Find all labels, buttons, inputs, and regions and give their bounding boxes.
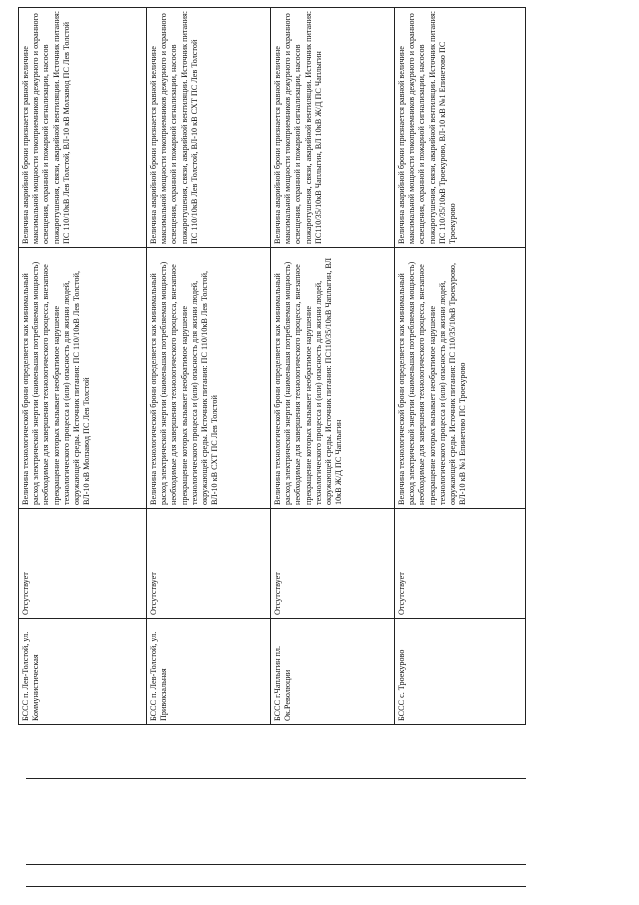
table-row	[271, 8, 395, 725]
emergency-reserve-cell: Величина аварийной брони признается равной величине максимальной мощности токоприемников дежурного и охранного освещения, охранной и пожарной сигнализации, насосов пожаротушения, связи, аварийной вентиляции. Источник питания: ПС 110/10кВ Лев Толстой, ВЛ-10 кВ СХТ ПС Лев Толстой	[147, 8, 271, 248]
tech-reserve-cell: Величина технологической брони определяется как минимальный расход электрической энергии (наименьшая потребляемая мощность) необходимые для завершения технологического процесса, внезапное прекращение которых вызывает необратимое нарушение технологического процесса и (или) опасность для жизни людей, окружающей среды. Источник питания: ПС 110/10кВ Лев Толстой, ВЛ-10 кВ Молзавод ПС Лев Толстой	[19, 248, 147, 509]
status-cell: Отсутствует	[19, 509, 147, 619]
object-name-cell: БССС п. Лев-Толстой, ул. Привокзальная	[147, 619, 271, 725]
object-name-cell: БССС п. Лев-Толстой, ул. Коммунистическая	[19, 619, 147, 725]
emergency-reserve-cell: Величина аварийной брони признается равной величине максимальной мощности токоприемников дежурного и охранного освещения, охранной и пожарной сигнализации, насосов пожаротушения, связи, аварийной вентиляции. Источник питания: ПС 110/10кВ Лев Толстой, ВЛ-10 кВ Молзавод ПС Лев Толстой	[19, 8, 147, 248]
object-name-cell: БССС с. Троекурово	[395, 619, 526, 725]
table-row	[19, 8, 147, 725]
emergency-reserve-cell: Величина аварийной брони признается равной величине максимальной мощности токоприемников дежурного и охранного освещения, охранной и пожарной сигнализации, насосов пожаротушения, связи, аварийной вентиляции. Источник питания: ПС 110/35/10кВ Троекурово, ВЛ-10 кВ №1 Епинетово ПС Троекурово	[395, 8, 526, 248]
blank-line	[26, 778, 526, 779]
blank-line	[26, 864, 526, 865]
table-row	[147, 8, 271, 725]
emergency-reserve-cell: Величина аварийной брони признается равной величине максимальной мощности токоприемников дежурного и охранного освещения, охранной и пожарной сигнализации, насосов пожаротушения, связи, аварийной вентиляции. Источник питания: ПС110/35/10кВ Чаплыгин, ВЛ 10кВ Ж/Д ПС Чаплыгин	[271, 8, 395, 248]
tech-reserve-cell: Величина технологической брони определяется как минимальный расход электрической энергии (наименьшая потребляемая мощность) необходимые для завершения технологического процесса, внезапное прекращение которых вызывает необратимое нарушение технологического процесса и (или) опасность для жизни людей, окружающей среды. Источник питания: ПС 110/35/10кВ Троекурово, ВЛ-10 кВ №1 Епинетово ПС Троекурово	[395, 248, 526, 509]
tech-reserve-cell: Величина технологической брони определяется как минимальный расход электрической энергии (наименьшая потребляемая мощность) необходимые для завершения технологического процесса, внезапное прекращение которых вызывает необратимое нарушение технологического процесса и (или) опасность для жизни людей, окружающей среды. Источник питания: ПС110/35/10кВ Чаплыгин, ВЛ 10кВ Ж/Д ПС Чаплыгин	[271, 248, 395, 509]
status-cell: Отсутствует	[147, 509, 271, 619]
status-cell: Отсутствует	[395, 509, 526, 619]
status-cell: Отсутствует	[271, 509, 395, 619]
table-row	[395, 8, 526, 725]
tech-reserve-cell: Величина технологической брони определяется как минимальный расход электрической энергии (наименьшая потребляемая мощность) необходимые для завершения технологического процесса, внезапное прекращение которых вызывает необратимое нарушение технологического процесса и (или) опасность для жизни людей, окружающей среды. Источник питания: ПС 110/10кВ Лев Толстой, ВЛ-10 кВ СХТ ПС Лев Толстой	[147, 248, 271, 509]
object-name-cell: БССС г.Чаплыгин пл. Ок.Революции	[271, 619, 395, 725]
blank-line	[26, 886, 526, 887]
power-reserve-table	[18, 7, 526, 725]
